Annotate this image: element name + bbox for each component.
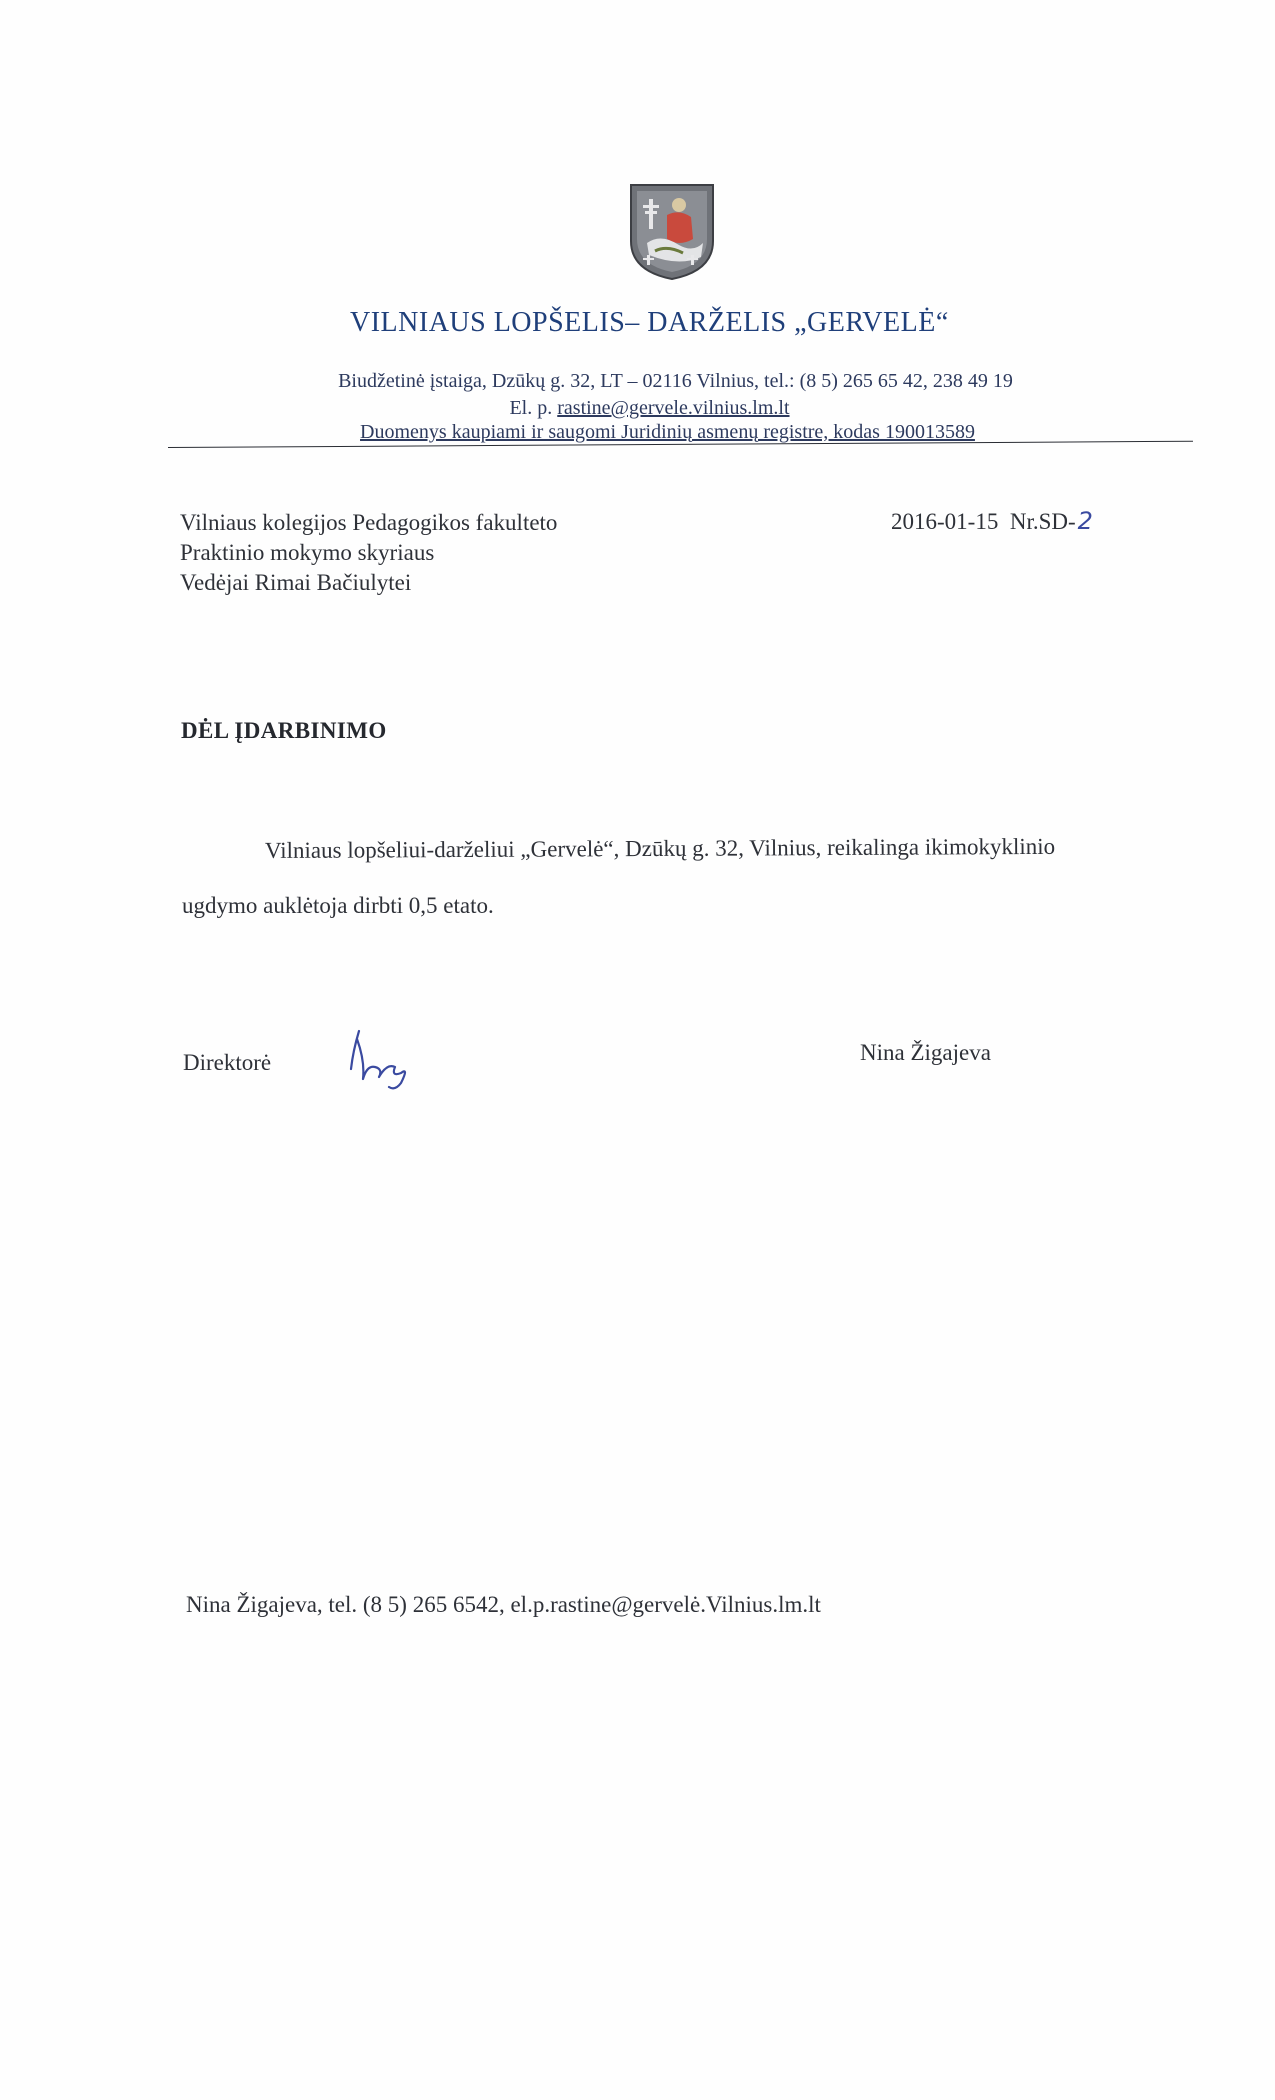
signer-name: Nina Žigajeva [860, 1040, 991, 1065]
document-reference [891, 507, 1093, 535]
document-number-prefix: Nr.SD- [1009, 509, 1076, 534]
handwritten-signature [343, 1025, 423, 1095]
vilnius-coat-of-arms-icon [627, 181, 717, 282]
registry-text: Duomenys kaupiami ir saugomi Juridinių asmenų registre, kodas 190013589 [360, 421, 975, 443]
document-number-handwritten: 2 [1077, 507, 1093, 535]
address-line: Biudžetinė įstaiga, Dzūkų g. 32, LT – 02116 Vilnius, tel.: (8 5) 265 65 42, 238 49 19 [338, 370, 1013, 392]
email-line [12, 397, 1275, 420]
email-link[interactable]: rastine@gervele.vilnius.lm.lt [557, 397, 790, 419]
footer-contact: Nina Žigajeva, tel. (8 5) 265 6542, el.p.rastine@gervelė.Vilnius.lm.lt [186, 1592, 821, 1617]
recipient-line-3: Vedėjai Rimai Bačiulytei [180, 570, 412, 595]
document-date: 2016-01-15 [891, 509, 999, 534]
body-line-1: Vilniaus lopšeliui-darželiui „Gervelė“, Dzūkų g. 32, Vilnius, reikalinga ikimokyklinio [264, 833, 1056, 863]
email-prefix: El. p. [509, 397, 553, 419]
signer-role: Direktorė [183, 1050, 272, 1075]
organization-title: VILNIAUS LOPŠELIS– DARŽELIS „GERVELĖ“ [350, 307, 949, 338]
recipient-line-1: Vilniaus kolegijos Pedagogikos fakulteto [180, 510, 558, 535]
recipient-block [180, 508, 557, 598]
body-line-2: ugdymo auklėtoja dirbti 0,5 etato. [182, 893, 494, 918]
letter-subject: DĖL ĮDARBINIMO [181, 718, 387, 743]
recipient-line-2: Praktinio mokymo skyriaus [180, 540, 435, 565]
